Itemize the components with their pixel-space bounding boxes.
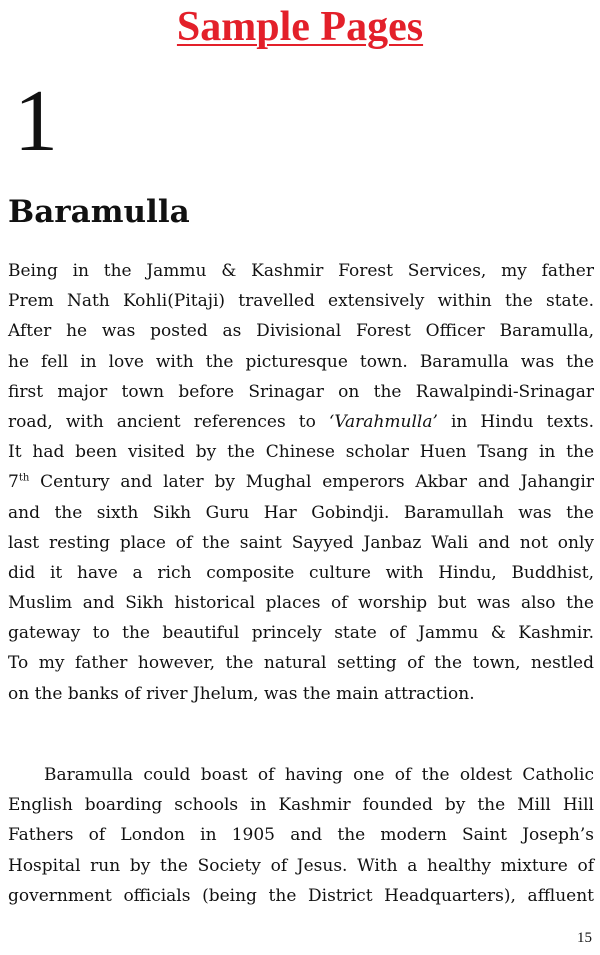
text-line: Baramulla could boast of having one of the oldest Catholic [44,765,594,785]
text-line: English boarding schools in Kashmir founded by the Mill Hill [8,795,594,816]
text-line: government officials (being the District Headquarters), affluent [8,885,594,906]
text-line: first major town before Srinagar on the Rawalpindi-Srinagar [8,381,594,402]
text-line: gateway to the beautiful princely state of Jammu & Kashmir. [8,623,594,644]
text-line: he fell in love with the picturesque town. Baramulla was the [8,351,594,372]
text-line: last resting place of the saint Sayyed Janbaz Wali and not only [8,532,594,553]
paragraph-2 [8,760,594,911]
text-line: Prem Nath Kohli(Pitaji) travelled extensively within the state. [8,291,594,312]
chapter-number: 1 [14,73,58,170]
text-line: road, with ancient references to ‘Varahmulla’ in Hindu texts. [8,411,594,432]
text-line: Being in the Jammu & Kashmir Forest Services, my father [8,261,594,281]
text-line: After he was posted as Divisional Forest Officer Baramulla, [8,321,594,342]
text-line: on the banks of river Jhelum, was the main attraction. [8,683,475,704]
text-line: did it have a rich composite culture with Hindu, Buddhist, [8,562,594,583]
text-line: Muslim and Sikh historical places of worship but was also the [8,593,594,614]
text-line: It had been visited by the Chinese scholar Huen Tsang in the [8,442,594,463]
chapter-title: Baramulla [8,194,190,230]
text-line: 7th Century and later by Mughal emperors Akbar and Jahangir [8,472,594,493]
sample-pages-banner: Sample Pages [176,4,424,50]
ordinal-suffix: th [18,472,30,484]
italic-term: ‘Varahmulla’ [328,411,438,432]
page-number: 15 [577,930,592,946]
text-line: Fathers of London in 1905 and the modern Saint Joseph’s [8,825,594,846]
text-line: Hospital run by the Society of Jesus. With a healthy mixture of [8,855,594,876]
text-line: and the sixth Sikh Guru Har Gobindji. Baramullah was the [8,502,594,523]
text-line: To my father however, the natural setting of the town, nestled [8,653,594,674]
paragraph-1 [8,256,594,709]
